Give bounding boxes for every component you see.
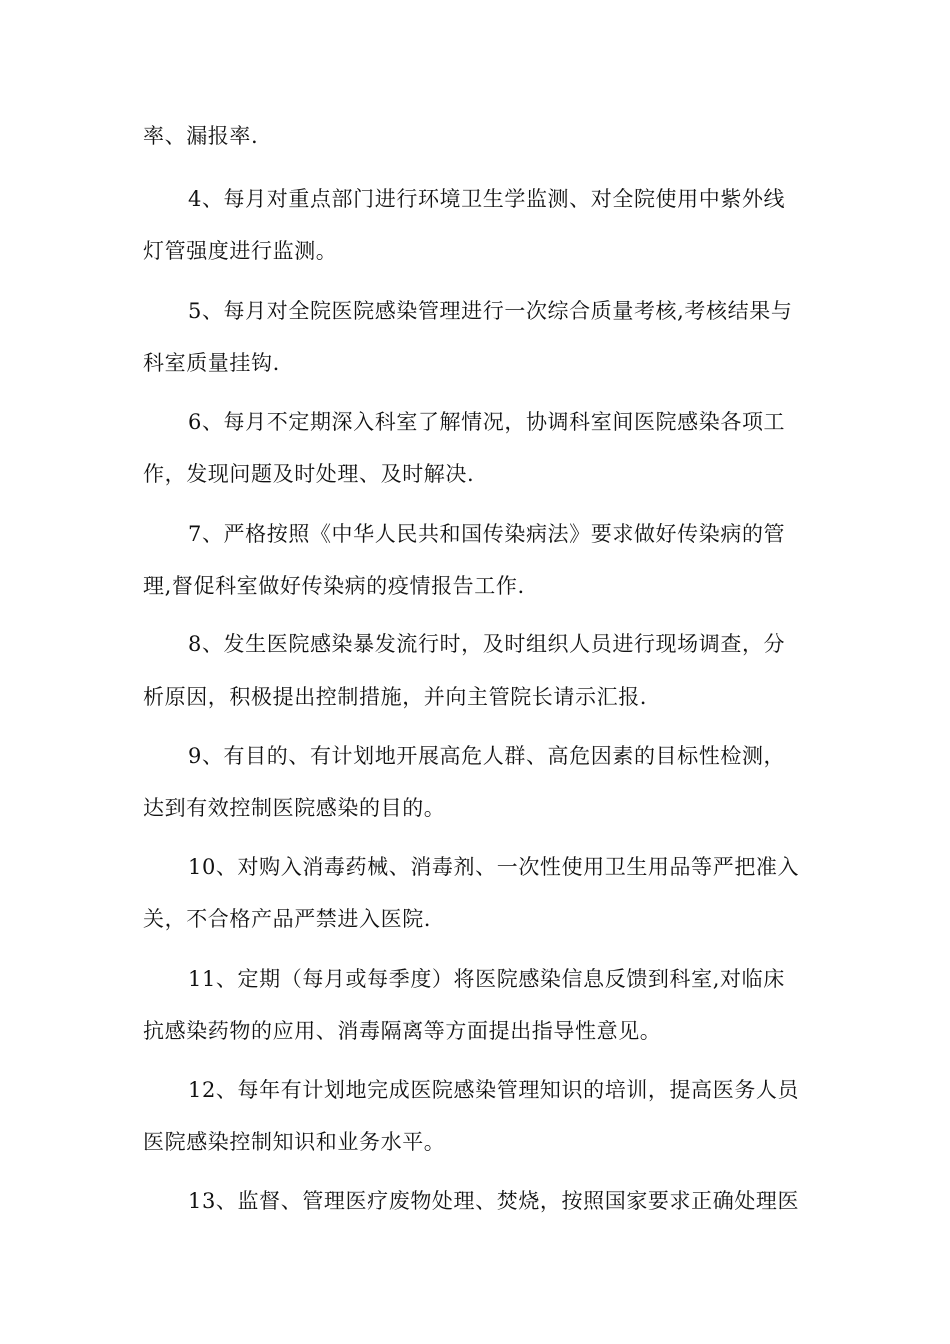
paragraph-line: 5、每月对全院医院感染管理进行一次综合质量考核,考核结果与 <box>188 299 793 323</box>
paragraph-line: 10、对购入消毒药械、消毒剂、一次性使用卫生用品等严把准入 <box>188 855 800 879</box>
paragraph-line: 6、每月不定期深入科室了解情况，协调科室间医院感染各项工 <box>188 410 786 434</box>
paragraph-line: 11、定期（每月或每季度）将医院感染信息反馈到科室,对临床 <box>188 967 785 991</box>
paragraph-line: 理,督促科室做好传染病的疫情报告工作. <box>143 574 525 598</box>
paragraph-line: 作，发现问题及时处理、及时解决. <box>143 462 475 486</box>
paragraph-line: 4、每月对重点部门进行环境卫生学监测、对全院使用中紫外线 <box>188 187 786 211</box>
paragraph-line: 关，不合格产品严禁进入医院. <box>143 907 432 931</box>
paragraph-line: 率、漏报率. <box>143 124 259 148</box>
paragraph-line: 13、监督、管理医疗废物处理、焚烧，按照国家要求正确处理医 <box>188 1189 800 1213</box>
paragraph-line: 9、有目的、有计划地开展高危人群、高危因素的目标性检测， <box>188 744 786 768</box>
paragraph-line: 医院感染控制知识和业务水平。 <box>143 1130 446 1154</box>
paragraph-line: 7、严格按照《中华人民共和国传染病法》要求做好传染病的管 <box>188 522 786 546</box>
paragraph-line: 8、发生医院感染暴发流行时，及时组织人员进行现场调查，分 <box>188 632 786 656</box>
paragraph-line: 灯管强度进行监测。 <box>143 239 338 263</box>
paragraph-line: 科室质量挂钩. <box>143 351 280 375</box>
paragraph-line: 达到有效控制医院感染的目的。 <box>143 796 446 820</box>
paragraph-line: 抗感染药物的应用、消毒隔离等方面提出指导性意见。 <box>143 1019 662 1043</box>
paragraph-line: 析原因，积极提出控制措施，并向主管院长请示汇报. <box>143 685 648 709</box>
paragraph-line: 12、每年有计划地完成医院感染管理知识的培训，提高医务人员 <box>188 1078 800 1102</box>
